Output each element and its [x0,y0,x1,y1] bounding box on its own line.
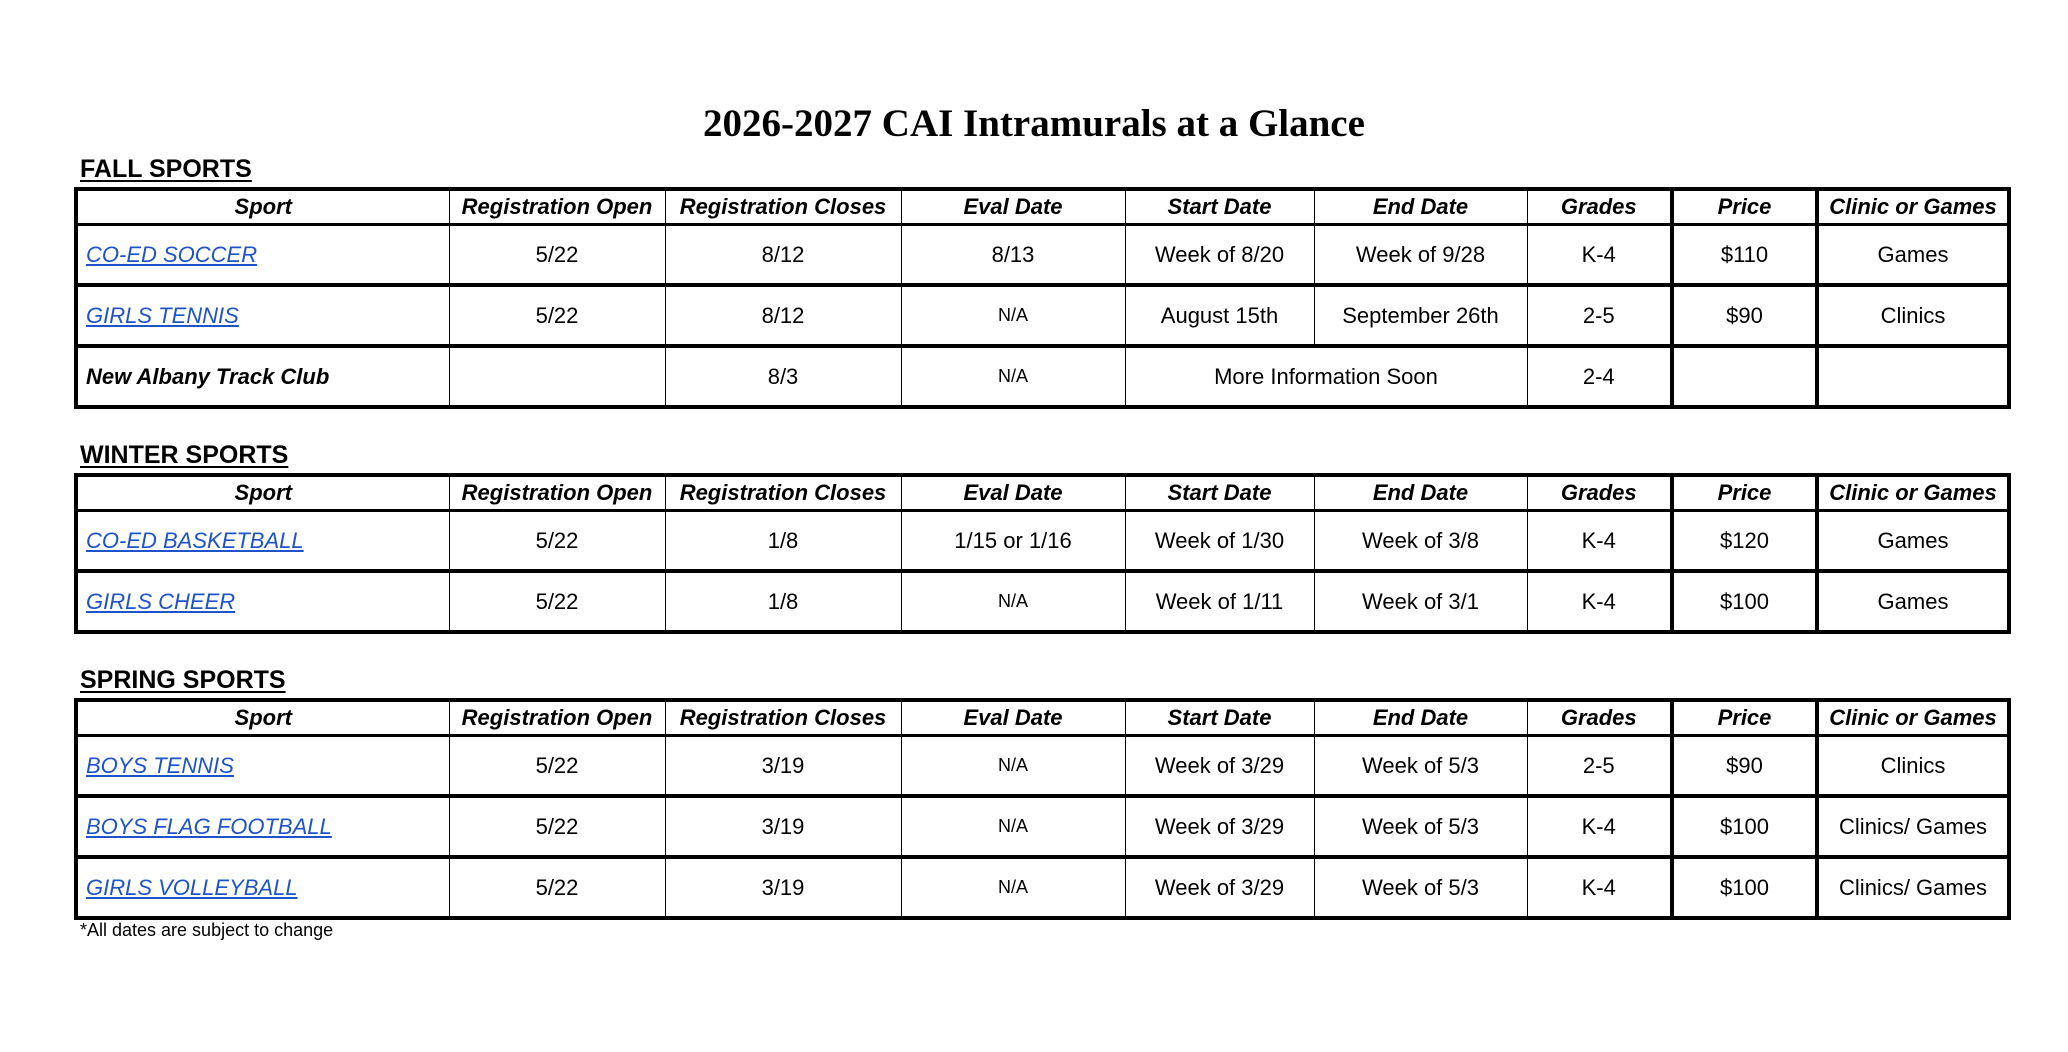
col-header-registration-open: Registration Open [449,475,665,511]
grades-cell: 2-4 [1527,346,1672,407]
registration-open-cell: 5/22 [449,571,665,632]
start-date-cell: Week of 1/30 [1125,511,1314,572]
registration-closes-cell: 1/8 [665,571,901,632]
eval-date-cell: N/A [901,736,1125,797]
section-title: FALL SPORTS [80,155,252,183]
sport-cell [76,571,449,632]
eval-date-cell: N/A [901,857,1125,918]
eval-date-cell: 8/13 [901,225,1125,286]
eval-date-cell: N/A [901,571,1125,632]
grades-cell: K-4 [1527,225,1672,286]
price-cell: $90 [1672,285,1817,346]
col-header-start-date: Start Date [1125,189,1314,225]
clinic-or-games-cell [1817,346,2009,407]
col-header-registration-closes: Registration Closes [665,700,901,736]
more-info-cell: More Information Soon [1125,346,1527,407]
registration-closes-cell: 8/12 [665,285,901,346]
col-header-eval-date: Eval Date [901,189,1125,225]
end-date-cell: September 26th [1314,285,1527,346]
page-title: 2026-2027 CAI Intramurals at a Glance [703,102,1365,145]
col-header-eval-date: Eval Date [901,475,1125,511]
section-title: SPRING SPORTS [80,666,286,694]
price-cell: $120 [1672,511,1817,572]
col-header-price: Price [1672,700,1817,736]
col-header-sport: Sport [76,189,449,225]
header-row [76,700,2009,736]
grades-cell: K-4 [1527,511,1672,572]
sport-cell [76,285,449,346]
clinic-or-games-cell: Clinics [1817,736,2009,797]
table-row [76,736,2009,797]
table-row [76,285,2009,346]
col-header-registration-closes: Registration Closes [665,475,901,511]
grades-cell: K-4 [1527,796,1672,857]
start-date-cell: Week of 3/29 [1125,857,1314,918]
sport-link[interactable]: CO-ED BASKETBALL [86,527,304,553]
end-date-cell: Week of 3/8 [1314,511,1527,572]
sport-cell [76,346,449,407]
grades-cell: K-4 [1527,857,1672,918]
registration-open-cell: 5/22 [449,285,665,346]
end-date-cell: Week of 5/3 [1314,857,1527,918]
end-date-cell: Week of 5/3 [1314,736,1527,797]
sport-link[interactable]: GIRLS VOLLEYBALL [86,874,298,900]
registration-open-cell: 5/22 [449,736,665,797]
col-header-end-date: End Date [1314,700,1527,736]
registration-open-cell [449,346,665,407]
col-header-end-date: End Date [1314,189,1527,225]
registration-closes-cell: 3/19 [665,736,901,797]
price-cell: $100 [1672,857,1817,918]
grades-cell: 2-5 [1527,285,1672,346]
start-date-cell: Week of 3/29 [1125,736,1314,797]
header-row [76,189,2009,225]
end-date-cell: Week of 9/28 [1314,225,1527,286]
price-cell: $90 [1672,736,1817,797]
grades-cell: 2-5 [1527,736,1672,797]
col-header-sport: Sport [76,700,449,736]
eval-date-cell: N/A [901,796,1125,857]
col-header-price: Price [1672,189,1817,225]
sport-cell [76,511,449,572]
col-header-grades: Grades [1527,700,1672,736]
footnote: *All dates are subject to change [80,920,334,940]
table-row [76,346,2009,407]
col-header-price: Price [1672,475,1817,511]
table-row [76,511,2009,572]
winter-sports-table [74,473,2011,634]
price-cell [1672,346,1817,407]
col-header-clinic-or-games: Clinic or Games [1817,700,2009,736]
registration-closes-cell: 1/8 [665,511,901,572]
start-date-cell: Week of 1/11 [1125,571,1314,632]
col-header-end-date: End Date [1314,475,1527,511]
sport-link[interactable]: CO-ED SOCCER [86,241,258,267]
end-date-cell: Week of 5/3 [1314,796,1527,857]
sport-link[interactable]: GIRLS TENNIS [86,302,239,328]
col-header-registration-open: Registration Open [449,189,665,225]
eval-date-cell: N/A [901,285,1125,346]
col-header-clinic-or-games: Clinic or Games [1817,475,2009,511]
col-header-sport: Sport [76,475,449,511]
start-date-cell: Week of 8/20 [1125,225,1314,286]
sport-link[interactable]: BOYS FLAG FOOTBALL [86,813,332,839]
col-header-grades: Grades [1527,475,1672,511]
col-header-start-date: Start Date [1125,700,1314,736]
price-cell: $100 [1672,571,1817,632]
sport-name: New Albany Track Club [86,363,330,389]
clinic-or-games-cell: Games [1817,511,2009,572]
start-date-cell: August 15th [1125,285,1314,346]
sport-link[interactable]: GIRLS CHEER [86,588,236,614]
price-cell: $100 [1672,796,1817,857]
sport-cell [76,796,449,857]
registration-open-cell: 5/22 [449,225,665,286]
sport-link[interactable]: BOYS TENNIS [86,752,234,778]
col-header-registration-closes: Registration Closes [665,189,901,225]
table-row [76,857,2009,918]
table-row [76,225,2009,286]
table-row [76,796,2009,857]
fall-sports-table [74,187,2011,409]
clinic-or-games-cell: Games [1817,571,2009,632]
clinic-or-games-cell: Games [1817,225,2009,286]
registration-closes-cell: 8/12 [665,225,901,286]
clinic-or-games-cell: Clinics/ Games [1817,796,2009,857]
registration-closes-cell: 8/3 [665,346,901,407]
registration-open-cell: 5/22 [449,857,665,918]
col-header-start-date: Start Date [1125,475,1314,511]
registration-closes-cell: 3/19 [665,796,901,857]
clinic-or-games-cell: Clinics [1817,285,2009,346]
registration-closes-cell: 3/19 [665,857,901,918]
price-cell: $110 [1672,225,1817,286]
sport-cell [76,736,449,797]
eval-date-cell: N/A [901,346,1125,407]
spring-sports-table [74,698,2011,920]
sport-cell [76,857,449,918]
end-date-cell: Week of 3/1 [1314,571,1527,632]
registration-open-cell: 5/22 [449,511,665,572]
table-row [76,571,2009,632]
header-row [76,475,2009,511]
section-title: WINTER SPORTS [80,441,289,469]
col-header-eval-date: Eval Date [901,700,1125,736]
col-header-registration-open: Registration Open [449,700,665,736]
col-header-grades: Grades [1527,189,1672,225]
eval-date-cell: 1/15 or 1/16 [901,511,1125,572]
clinic-or-games-cell: Clinics/ Games [1817,857,2009,918]
start-date-cell: Week of 3/29 [1125,796,1314,857]
registration-open-cell: 5/22 [449,796,665,857]
grades-cell: K-4 [1527,571,1672,632]
col-header-clinic-or-games: Clinic or Games [1817,189,2009,225]
sport-cell [76,225,449,286]
